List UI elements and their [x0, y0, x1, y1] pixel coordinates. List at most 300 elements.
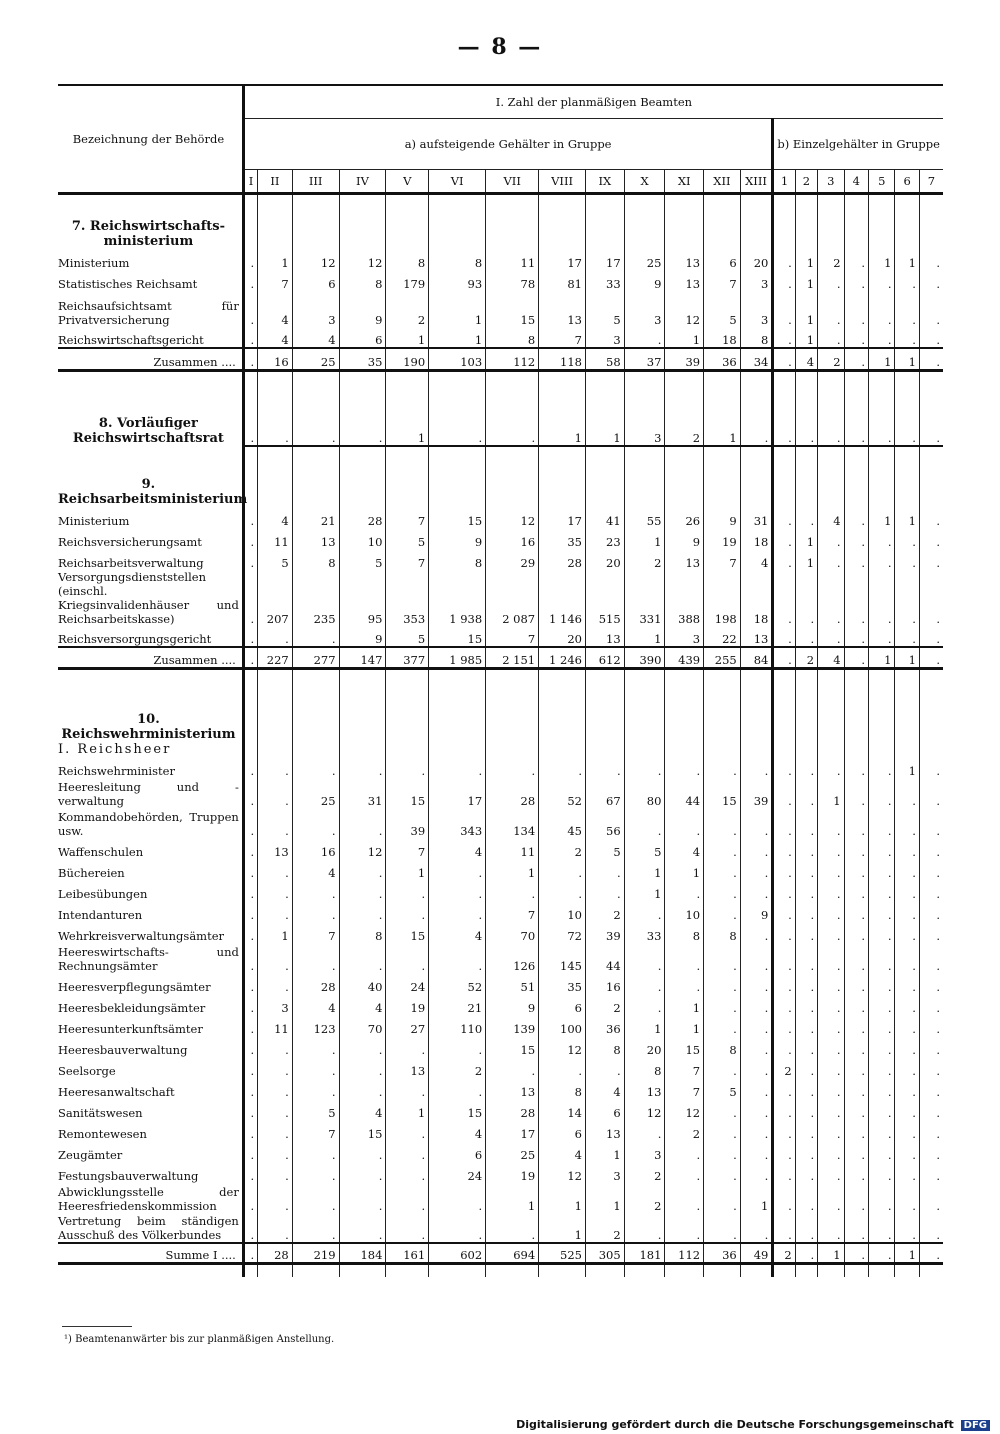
cell-value: 1 [258, 922, 293, 943]
cell-value: . [895, 1183, 919, 1213]
table-row [58, 327, 943, 348]
cell-value: . [844, 859, 868, 880]
grade-header: X [624, 170, 665, 194]
cell-value: . [895, 1057, 919, 1078]
cell-value: 5 [386, 626, 429, 647]
cell-value: 123 [292, 1015, 339, 1036]
cell-value: . [665, 1183, 704, 1213]
cell-value: . [339, 1078, 386, 1099]
cell-value: 7 [386, 838, 429, 859]
cell-value: . [795, 880, 817, 901]
cell-value: 2 [624, 1162, 665, 1183]
cell-value: 9 [429, 528, 486, 549]
cell-value: 2 [665, 1120, 704, 1141]
cell-value: . [919, 808, 943, 838]
cell-value: . [773, 549, 795, 570]
cell-value: . [243, 528, 257, 549]
cell-value: . [795, 1057, 817, 1078]
table-row [58, 922, 943, 943]
row-label: Reichswehrminister [58, 764, 175, 778]
cell-value: . [773, 626, 795, 647]
cell-value: 2 [818, 249, 844, 270]
cell-value: . [243, 1036, 257, 1057]
cell-value: . [844, 626, 868, 647]
cell-value: 1 [895, 507, 919, 528]
row-label: Ministerium [58, 513, 130, 528]
section-title: 10. Reichswehrministerium [61, 712, 236, 742]
cell-value: 4 [429, 1120, 486, 1141]
cell-value: 1 [869, 249, 895, 270]
cell-value: . [818, 570, 844, 626]
cell-value: . [740, 412, 773, 446]
cell-value: . [869, 1162, 895, 1183]
cell-value: . [740, 1141, 773, 1162]
cell-value: 12 [539, 1036, 586, 1057]
cell-value: 12 [624, 1099, 665, 1120]
cell-value: 20 [585, 549, 624, 570]
cell-value: . [919, 1099, 943, 1120]
cell-value: 1 [624, 880, 665, 901]
cell-value: . [704, 838, 741, 859]
row-label: Ministerium [58, 256, 130, 270]
cell-value: . [869, 1141, 895, 1162]
cell-value: . [773, 1141, 795, 1162]
cell-value: . [704, 880, 741, 901]
table-header [58, 85, 943, 194]
cell-value: 5 [585, 291, 624, 327]
cell-value: . [869, 1183, 895, 1213]
cell-value: 181 [624, 1243, 665, 1263]
cell-value: . [258, 412, 293, 446]
cell-value: 2 [773, 1057, 795, 1078]
cell-value: 1 [585, 1183, 624, 1213]
cell-value: . [844, 1057, 868, 1078]
cell-value: 4 [258, 507, 293, 528]
cell-value: . [844, 994, 868, 1015]
cell-value: . [292, 412, 339, 446]
cell-value: 35 [339, 348, 386, 370]
cell-value: 36 [704, 1243, 741, 1263]
cell-value: 8 [429, 249, 486, 270]
cell-value: . [869, 1057, 895, 1078]
cell-value: . [740, 973, 773, 994]
cell-value: . [740, 859, 773, 880]
spacer-row [58, 669, 943, 713]
cell-value: 227 [258, 647, 293, 669]
cell-value: 1 [795, 249, 817, 270]
cell-value: 5 [258, 549, 293, 570]
cell-value: . [740, 922, 773, 943]
cell-value: 45 [539, 808, 586, 838]
cell-value: 1 [869, 507, 895, 528]
cell-value: . [258, 757, 293, 778]
cell-value: 56 [585, 808, 624, 838]
group-header: I. Zahl der planmäßigen Beamten [243, 85, 943, 119]
cell-value: . [258, 943, 293, 973]
cell-value: . [243, 838, 257, 859]
cell-value: . [844, 412, 868, 446]
cell-value: . [795, 1099, 817, 1120]
cell-value: 13 [665, 549, 704, 570]
cell-value: . [339, 859, 386, 880]
cell-value: 28 [292, 973, 339, 994]
cell-value: 255 [704, 647, 741, 669]
cell-value: . [919, 1057, 943, 1078]
cell-value: 34 [740, 348, 773, 370]
cell-value: . [386, 901, 429, 922]
section-title: 8. Vorläufiger Reichswirtschaftsrat [72, 415, 224, 446]
table-row [58, 291, 943, 327]
cell-value: 2 [665, 412, 704, 446]
grade-header: VII [486, 170, 539, 194]
cell-value: . [585, 859, 624, 880]
cell-value: . [429, 1078, 486, 1099]
cell-value: 3 [292, 291, 339, 327]
cell-value: . [243, 249, 257, 270]
cell-value: . [339, 808, 386, 838]
row-label: Reichsarbeitsverwaltung [58, 555, 204, 570]
cell-value: 6 [339, 327, 386, 348]
row-label: Heeresbekleidungsämter [58, 1001, 206, 1015]
table-row [58, 1078, 943, 1099]
cell-value: 1 [624, 528, 665, 549]
cell-value: . [818, 1213, 844, 1243]
cell-value: . [704, 943, 741, 973]
cell-value: . [665, 808, 704, 838]
cell-value: . [844, 570, 868, 626]
cell-value: . [818, 901, 844, 922]
cell-value: . [258, 808, 293, 838]
cell-value: . [818, 270, 844, 291]
subheader-fixed-salaries: b) Einzelgehälter in Gruppe [773, 119, 943, 170]
cell-value: . [919, 973, 943, 994]
cell-value: 16 [585, 973, 624, 994]
cell-value: . [773, 327, 795, 348]
cell-value: . [258, 626, 293, 647]
cell-value: . [895, 412, 919, 446]
cell-value: 4 [258, 327, 293, 348]
cell-value: . [292, 1036, 339, 1057]
cell-value: . [704, 757, 741, 778]
cell-value: . [869, 943, 895, 973]
cell-value: . [818, 757, 844, 778]
section-title: 9. Reichsarbeitsministerium [58, 476, 248, 507]
cell-value: . [818, 291, 844, 327]
cell-value: . [339, 943, 386, 973]
cell-value: . [795, 570, 817, 626]
cell-value: 18 [740, 570, 773, 626]
table-row [58, 1213, 943, 1243]
cell-value: . [740, 1099, 773, 1120]
cell-value: . [704, 808, 741, 838]
cell-value: . [704, 1162, 741, 1183]
cell-value: 6 [429, 1141, 486, 1162]
cell-value: . [740, 1120, 773, 1141]
total-label: Zusammen .... [58, 348, 243, 370]
table-row [58, 973, 943, 994]
cell-value: 44 [585, 943, 624, 973]
cell-value: . [339, 901, 386, 922]
cell-value: 36 [585, 1015, 624, 1036]
cell-value: . [919, 943, 943, 973]
cell-value: . [895, 943, 919, 973]
cell-value: . [292, 1183, 339, 1213]
cell-value: . [258, 1162, 293, 1183]
cell-value: . [704, 994, 741, 1015]
cell-value: 612 [585, 647, 624, 669]
cell-value: . [624, 327, 665, 348]
cell-value: . [869, 270, 895, 291]
cell-value: 112 [486, 348, 539, 370]
cell-value: 9 [624, 270, 665, 291]
cell-value: 52 [429, 973, 486, 994]
cell-value: 4 [292, 994, 339, 1015]
table-row [58, 1099, 943, 1120]
cell-value: 1 [665, 327, 704, 348]
cell-value: 1 [486, 859, 539, 880]
cell-value: 4 [585, 1078, 624, 1099]
cell-value: . [624, 808, 665, 838]
cell-value: 8 [704, 1036, 741, 1057]
cell-value: . [773, 838, 795, 859]
cell-value: 58 [585, 348, 624, 370]
cell-value: . [895, 1213, 919, 1243]
cell-value: 6 [704, 249, 741, 270]
cell-value: 13 [665, 270, 704, 291]
cell-value: . [386, 1036, 429, 1057]
row-label: Vertretung beim ständigen Ausschuß des Völkerbundes [58, 1214, 239, 1242]
cell-value: . [795, 1036, 817, 1057]
row-label: Kommandobehörden, Truppen usw. [58, 810, 239, 838]
cell-value: . [869, 808, 895, 838]
cell-value: . [869, 626, 895, 647]
cell-value: . [773, 1015, 795, 1036]
cell-value: . [818, 1183, 844, 1213]
row-label: Leibesübungen [58, 887, 148, 901]
grade-header: 3 [818, 170, 844, 194]
cell-value: . [386, 1162, 429, 1183]
cell-value: . [243, 647, 257, 669]
table-row [58, 859, 943, 880]
cell-value: . [818, 922, 844, 943]
cell-value: 15 [704, 778, 741, 808]
cell-value: 305 [585, 1243, 624, 1263]
cell-value: 161 [386, 1243, 429, 1263]
row-label: Wehrkreisverwaltungsämter [58, 929, 225, 943]
cell-value: . [919, 626, 943, 647]
cell-value: 6 [585, 1099, 624, 1120]
cell-value: . [773, 249, 795, 270]
cell-value: . [624, 943, 665, 973]
cell-value: . [869, 412, 895, 446]
cell-value: 353 [386, 570, 429, 626]
cell-value: 80 [624, 778, 665, 808]
cell-value: 17 [585, 249, 624, 270]
cell-value: . [919, 859, 943, 880]
cell-value: . [704, 859, 741, 880]
cell-value: . [740, 1078, 773, 1099]
cell-value: 17 [486, 1120, 539, 1141]
cell-value: 4 [795, 348, 817, 370]
cell-value: . [773, 757, 795, 778]
cell-value: . [869, 549, 895, 570]
cell-value: . [773, 291, 795, 327]
cell-value: 9 [704, 507, 741, 528]
cell-value: . [869, 994, 895, 1015]
cell-value: . [773, 348, 795, 370]
cell-value: 7 [258, 270, 293, 291]
row-label: Remontewesen [58, 1127, 147, 1141]
cell-value: . [292, 901, 339, 922]
cell-value: . [844, 973, 868, 994]
cell-value: 19 [486, 1162, 539, 1183]
cell-value: 1 [665, 1015, 704, 1036]
cell-value: . [773, 507, 795, 528]
row-label: Heeresbauverwaltung [58, 1043, 188, 1057]
cell-value: . [869, 901, 895, 922]
cell-value: 7 [486, 901, 539, 922]
cell-value: . [292, 943, 339, 973]
cell-value: 5 [704, 1078, 741, 1099]
cell-value: . [243, 412, 257, 446]
cell-value: 1 [486, 1183, 539, 1213]
cell-value: 103 [429, 348, 486, 370]
cell-value: . [773, 1078, 795, 1099]
cell-value: 1 [895, 348, 919, 370]
cell-value: 13 [665, 249, 704, 270]
cell-value: 52 [539, 778, 586, 808]
cell-value: . [740, 880, 773, 901]
cell-value: . [243, 943, 257, 973]
cell-value: . [869, 1213, 895, 1243]
cell-value: . [795, 757, 817, 778]
cell-value: . [539, 757, 586, 778]
table-row [58, 1141, 943, 1162]
cell-value: 84 [740, 647, 773, 669]
cell-value: . [844, 778, 868, 808]
row-label: Sanitätswesen [58, 1106, 143, 1120]
cell-value: . [292, 880, 339, 901]
cell-value: 22 [704, 626, 741, 647]
cell-value: . [339, 1213, 386, 1243]
grade-header: IX [585, 170, 624, 194]
cell-value: . [844, 270, 868, 291]
spacer-row [58, 370, 943, 412]
cell-value: . [292, 808, 339, 838]
cell-value: . [665, 973, 704, 994]
cell-value: 7 [665, 1057, 704, 1078]
cell-value: . [895, 528, 919, 549]
cell-value: . [386, 880, 429, 901]
cell-value: 55 [624, 507, 665, 528]
cell-value: . [773, 528, 795, 549]
cell-value: . [258, 973, 293, 994]
cell-value: . [243, 880, 257, 901]
cell-value: 8 [539, 1078, 586, 1099]
cell-value: . [704, 1141, 741, 1162]
cell-value: . [844, 1162, 868, 1183]
cell-value: . [486, 757, 539, 778]
cell-value: . [773, 1213, 795, 1243]
cell-value: 235 [292, 570, 339, 626]
cell-value: . [740, 1057, 773, 1078]
cell-value: 13 [585, 626, 624, 647]
grade-header: I [243, 170, 257, 194]
cell-value: 1 [795, 327, 817, 348]
cell-value: 37 [624, 348, 665, 370]
cell-value: 1 [704, 412, 741, 446]
cell-value: 21 [292, 507, 339, 528]
cell-value: . [243, 973, 257, 994]
cell-value: 23 [585, 528, 624, 549]
cell-value: 1 [258, 249, 293, 270]
cell-value: . [919, 570, 943, 626]
cell-value: . [773, 973, 795, 994]
cell-value: 2 [585, 994, 624, 1015]
cell-value: 118 [539, 348, 586, 370]
total-row [58, 348, 943, 370]
cell-value: . [919, 327, 943, 348]
cell-value: 7 [486, 626, 539, 647]
cell-value: . [818, 1099, 844, 1120]
cell-value: . [844, 757, 868, 778]
cell-value: 9 [486, 994, 539, 1015]
cell-value: 7 [292, 1120, 339, 1141]
cell-value: 13 [486, 1078, 539, 1099]
cell-value: 1 [795, 270, 817, 291]
cell-value: 12 [486, 507, 539, 528]
cell-value: . [243, 1057, 257, 1078]
cell-value: . [869, 327, 895, 348]
cell-value: 110 [429, 1015, 486, 1036]
cell-value: . [919, 1243, 943, 1263]
grade-header: 7 [919, 170, 943, 194]
cell-value: . [795, 1015, 817, 1036]
cell-value: 1 [795, 291, 817, 327]
section-title: 7. Reichswirtschafts-ministerium [71, 219, 226, 249]
cell-value: 51 [486, 973, 539, 994]
cell-value: . [895, 1141, 919, 1162]
cell-value: 1 [895, 647, 919, 669]
cell-value: 2 [795, 647, 817, 669]
cell-value: . [818, 412, 844, 446]
cell-value: 8 [429, 549, 486, 570]
cell-value: . [844, 647, 868, 669]
cell-value: 20 [539, 626, 586, 647]
cell-value: 2 151 [486, 647, 539, 669]
cell-value: 12 [665, 291, 704, 327]
cell-value: 6 [292, 270, 339, 291]
cell-value: . [795, 1162, 817, 1183]
cell-value: . [818, 838, 844, 859]
cell-value: 3 [585, 1162, 624, 1183]
cell-value: 145 [539, 943, 586, 973]
cell-value: . [795, 507, 817, 528]
cell-value: . [258, 1183, 293, 1213]
cell-value: . [773, 901, 795, 922]
grade-header: XII [704, 170, 741, 194]
cell-value: . [919, 507, 943, 528]
cell-value: . [844, 838, 868, 859]
cell-value: 2 [624, 549, 665, 570]
cell-value: . [704, 973, 741, 994]
cell-value: . [585, 1057, 624, 1078]
cell-value: . [243, 1120, 257, 1141]
table-row [58, 808, 943, 838]
cell-value: . [869, 291, 895, 327]
cell-value: . [243, 922, 257, 943]
cell-value: . [818, 808, 844, 838]
